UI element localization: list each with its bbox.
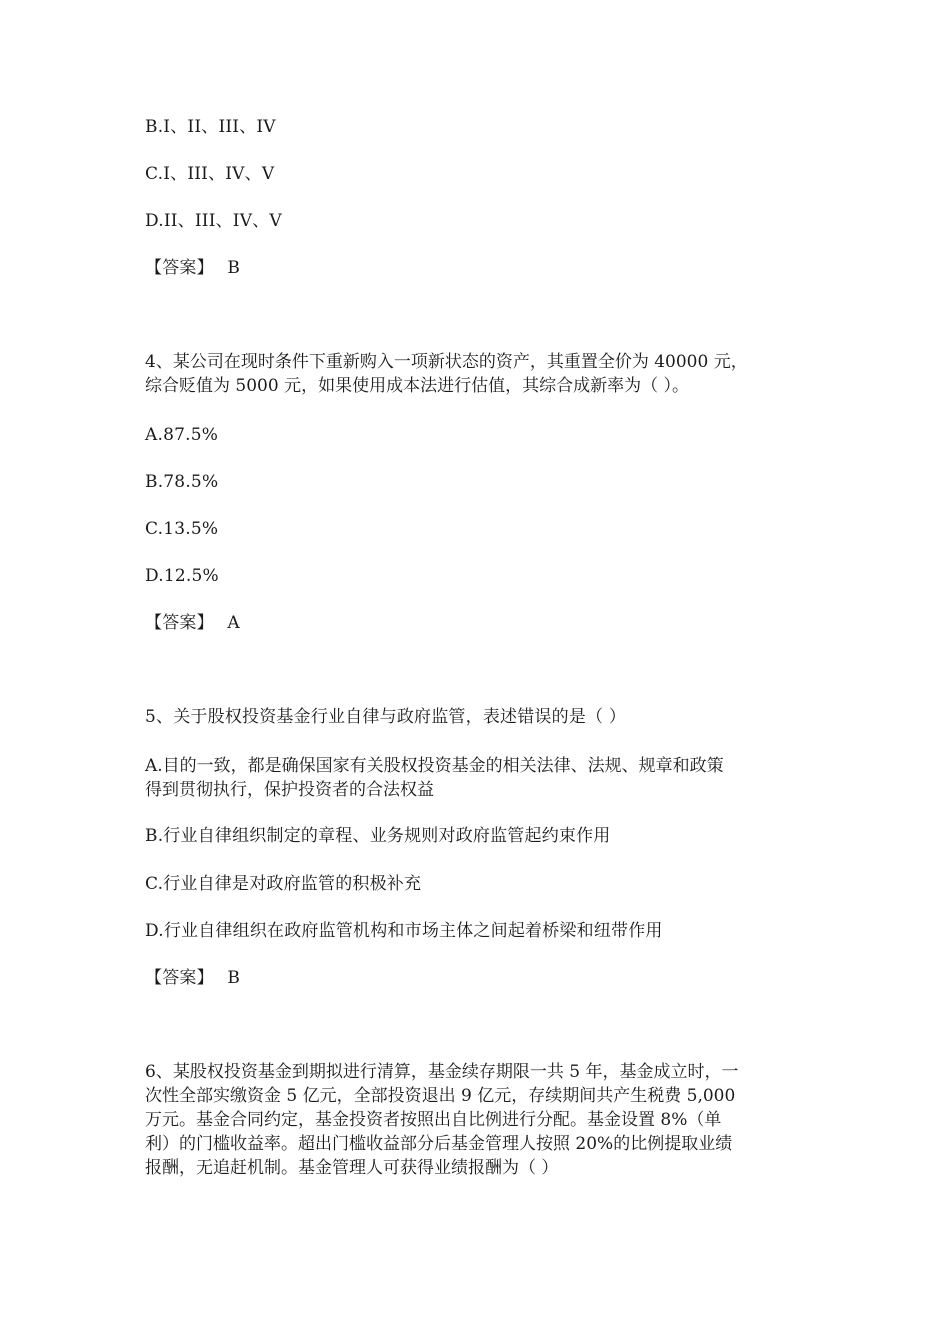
answer-label: 【答案】: [145, 968, 214, 988]
q6-stem-line: 次性全部实缴资金 5 亿元，全部投资退出 9 亿元，存续期间共产生税费 5,000: [145, 1086, 736, 1106]
q5-option-a-line: 得到贯彻执行，保护投资者的合法权益: [145, 780, 434, 800]
q4-stem-line: 4、某公司在现时条件下重新购入一项新状态的资产，其重置全价为 40000 元，: [145, 352, 748, 372]
q3-option-c: C.I、III、IV、V: [145, 164, 275, 184]
q4-option-b: B.78.5%: [145, 472, 219, 492]
q4-option-c: C.13.5%: [145, 519, 219, 539]
q6-stem-line: 报酬，无追赶机制。基金管理人可获得业绩报酬为（ ）: [145, 1158, 559, 1178]
q5-option-d: D.行业自律组织在政府监管机构和市场主体之间起着桥梁和纽带作用: [145, 921, 663, 941]
q4-option-a: A.87.5%: [145, 425, 219, 445]
q6-stem: [145, 1060, 810, 1180]
q5-stem: 5、关于股权投资基金行业自律与政府监管，表述错误的是（ ）: [145, 707, 627, 727]
q3-option-d: D.II、III、IV、V: [145, 211, 282, 231]
q5-option-c: C.行业自律是对政府监管的积极补充: [145, 874, 422, 894]
q5-option-b: B.行业自律组织制定的章程、业务规则对政府监管起约束作用: [145, 826, 611, 846]
q4-answer: [145, 611, 810, 635]
answer-value: A: [227, 613, 240, 633]
answer-value: B: [227, 258, 241, 278]
q6-stem-line: 万元。基金合同约定，基金投资者按照出自比例进行分配。基金设置 8%（单: [145, 1110, 722, 1130]
q4-stem: [145, 350, 810, 398]
q3-option-b: B.I、II、III、IV: [145, 117, 276, 137]
q3-answer: [145, 256, 810, 280]
q4-stem-line: 综合贬值为 5000 元，如果使用成本法进行估值，其综合成新率为（ ）。: [145, 376, 689, 396]
answer-label: 【答案】: [145, 613, 214, 633]
q5-option-a-line: A.目的一致，都是确保国家有关股权投资基金的相关法律、法规、规章和政策: [145, 756, 724, 776]
q6-stem-line: 6、某股权投资基金到期拟进行清算，基金续存期限一共 5 年，基金成立时，一: [145, 1062, 739, 1082]
answer-value: B: [227, 968, 241, 988]
q5-option-a: [145, 754, 810, 802]
q4-option-d: D.12.5%: [145, 566, 219, 586]
q6-stem-line: 利）的门槛收益率。超出门槛收益部分后基金管理人按照 20%的比例提取业绩: [145, 1134, 733, 1154]
answer-label: 【答案】: [145, 258, 214, 278]
q5-answer: [145, 966, 810, 990]
